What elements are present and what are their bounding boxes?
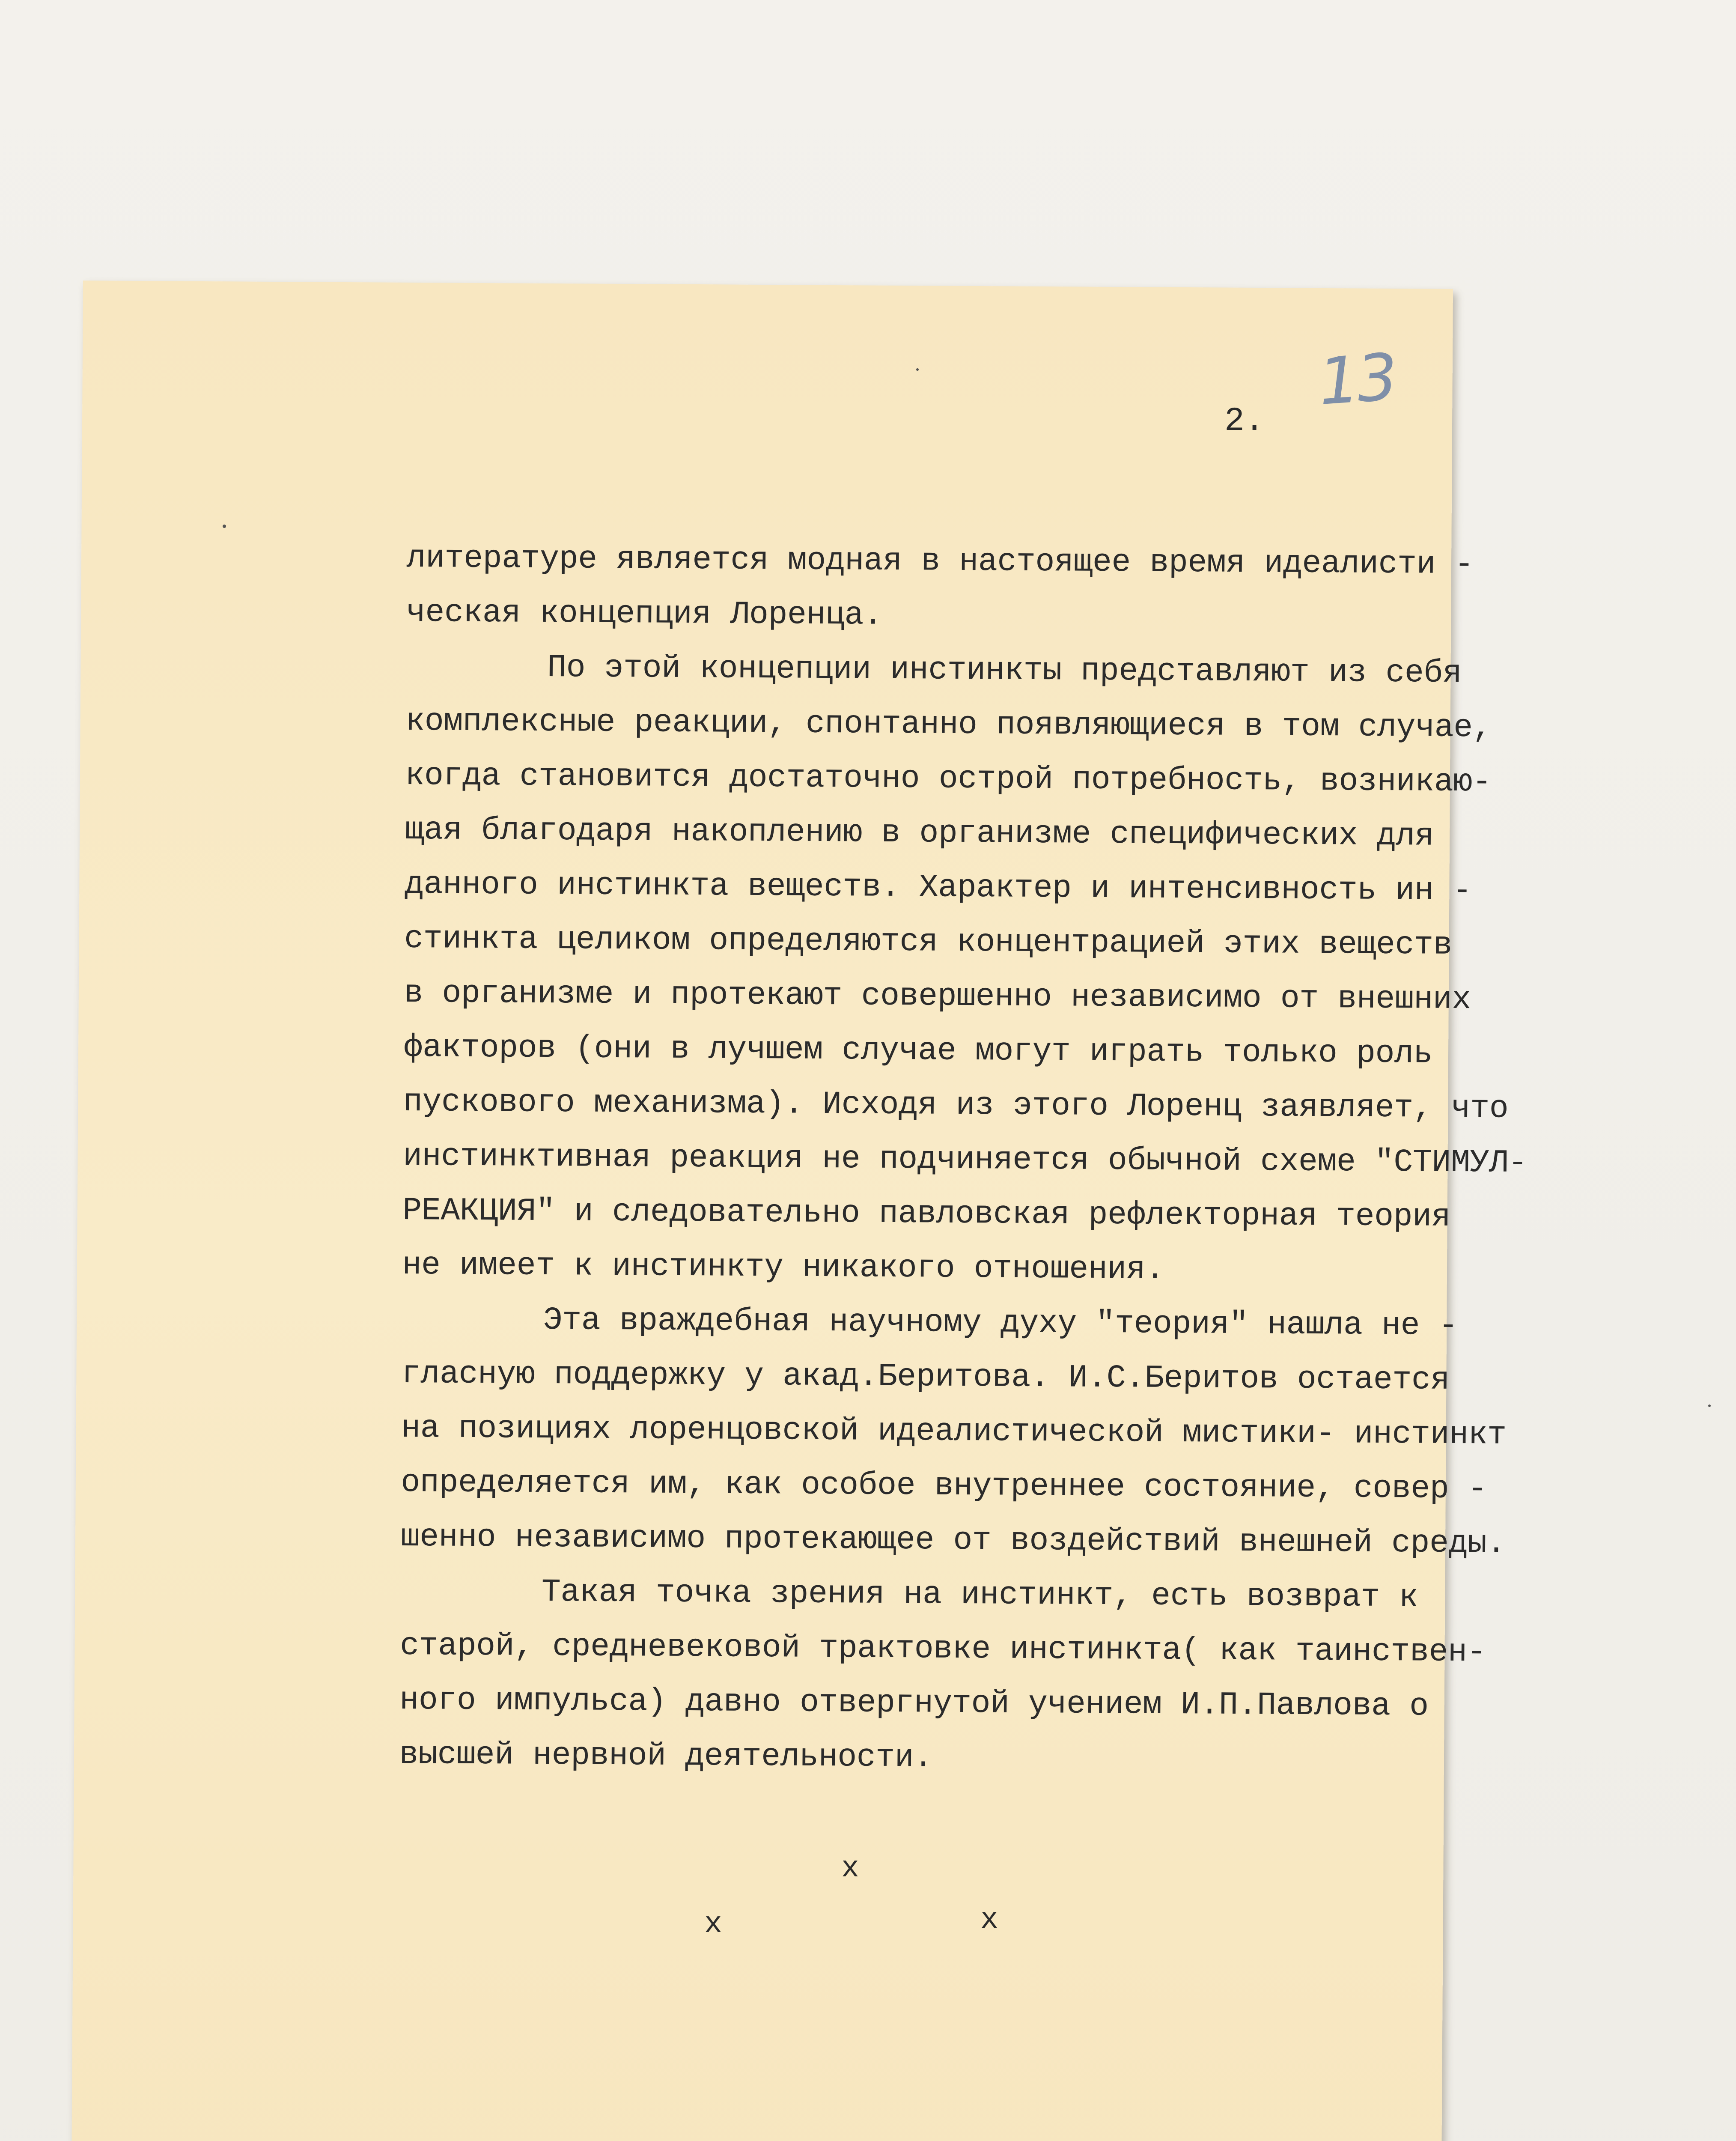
text-line: стинкта целиком определяются концентрацией этих веществ (404, 920, 1453, 963)
text-line: в организме и протекают совершенно независимо от внешних (404, 975, 1471, 1018)
separator-mark: x (704, 1908, 723, 1941)
text-line: ного импульса) давно отвергнутой учением И.П.Павлова о (399, 1682, 1429, 1725)
typewritten-body (399, 531, 1528, 1788)
text-line: шенно независимо протекающее от воздействий внешней среды. (400, 1518, 1506, 1562)
text-line: гласную поддержку у акад.Беритова. И.С.Беритов остается (401, 1355, 1450, 1399)
separator-mark: x (980, 1903, 999, 1937)
text-line: пускового механизма). Исходя из этого Лоренц заявляет, что (403, 1083, 1509, 1127)
paper-speck (223, 525, 226, 528)
paper-speck (916, 368, 919, 371)
text-line: По этой концепции инстинкты представляют из себя (547, 650, 1462, 692)
text-line: определяется им, как особое внутреннее состояние, совер - (401, 1464, 1487, 1508)
text-line: когда становится достаточно острой потребность, возникаю- (405, 757, 1492, 801)
text-line: старой, средневековой трактовке инстинкта( как таинствен- (399, 1627, 1486, 1671)
text-line: ческая концепция Лоренца. (406, 594, 883, 634)
paper-speck (1708, 1404, 1711, 1407)
text-line: факторов (они в лучшем случае могут играть только роль (403, 1029, 1433, 1072)
separator-mark: x (841, 1852, 860, 1886)
text-line: Такая точка зрения на инстинкт, есть возврат к (541, 1574, 1418, 1616)
page-number: 2. (1224, 403, 1265, 440)
text-line: Эта враждебная научному духу "теория" нашла не - (543, 1302, 1458, 1345)
text-line: инстинктивная реакция не подчиняется обычной схеме "СТИМУЛ- (402, 1138, 1528, 1182)
archive-folio-number: 13 (1316, 340, 1398, 420)
text-line: не имеет к инстинкту никакого отношения. (402, 1246, 1165, 1288)
text-line: щая благодаря накоплению в организме специфических для (405, 811, 1434, 855)
text-line: на позициях лоренцовской идеалистической мистики- инстинкт (401, 1410, 1507, 1453)
text-line: комплексные реакции, спонтанно появляющиеся в том случае, (405, 703, 1492, 746)
text-line: высшей нервной деятельности. (399, 1736, 933, 1776)
text-line: литературе является модная в настоящее время идеалисти - (406, 540, 1474, 583)
text-line: РЕАКЦИЯ" и следовательно павловская рефлекторная теория (402, 1192, 1451, 1235)
text-line: данного инстинкта веществ. Характер и интенсивность ин - (404, 866, 1472, 909)
